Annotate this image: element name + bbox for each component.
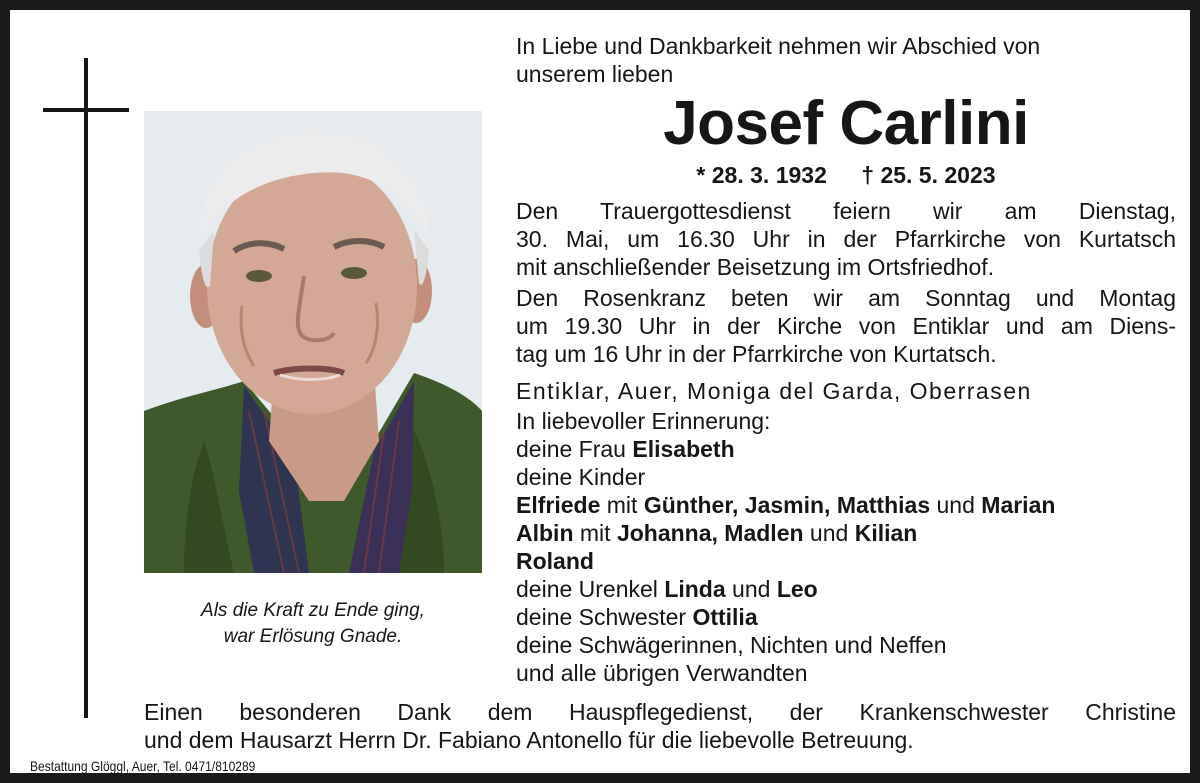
family-line <box>516 547 1176 575</box>
relative-name: Johanna, Madlen <box>616 520 804 546</box>
family-line: deine Schwägerinnen, Nichten und Neffen <box>516 632 947 658</box>
family-line <box>516 575 1176 603</box>
motto-line: Als die Kraft zu Ende ging, <box>201 600 425 621</box>
service-line: mit anschließender Beisetzung im Ortsfriedhof. <box>516 254 995 280</box>
funeral-service-text <box>516 197 1176 281</box>
thanks-line: Einen besonderen Dank dem Hauspflegedienst, der Krankenschwester Christine <box>144 699 1176 725</box>
relative-name: Elfriede <box>516 492 601 518</box>
relation: deine Schwester <box>516 604 693 630</box>
rosary-line: Den Rosenkranz beten wir am Sonntag und Montag <box>516 285 1176 311</box>
thanks-line: und dem Hausarzt Herrn Dr. Fabiano Antonello für die liebevolle Betreuung. <box>144 727 914 753</box>
relative-name: Marian <box>981 492 1056 518</box>
relative-name: Roland <box>516 548 594 574</box>
family-line <box>516 603 1176 631</box>
connector: und <box>803 520 855 546</box>
cross-icon <box>84 58 88 718</box>
family-list <box>516 407 1176 687</box>
rosary-text <box>516 284 1176 368</box>
motto <box>144 598 482 650</box>
intro-line: In Liebe und Dankbarkeit nehmen wir Abschied von <box>516 33 1041 59</box>
relative-name: Günther, Jasmin, Matthias <box>643 492 931 518</box>
connector: und <box>930 492 982 518</box>
connector: mit <box>573 520 617 546</box>
connector: mit <box>600 492 644 518</box>
relation: deine Urenkel <box>516 576 665 602</box>
relative-name: Leo <box>776 576 818 602</box>
motto-line: war Erlösung Gnade. <box>223 626 403 647</box>
family-line: deine Kinder <box>516 464 646 490</box>
deceased-name: Josef Carlini <box>663 89 1029 158</box>
places-line: Entiklar, Auer, Moniga del Garda, Oberrasen <box>516 378 1032 404</box>
cross-icon-bar <box>43 108 129 112</box>
family-line: In liebevoller Erinnerung: <box>516 408 771 434</box>
rosary-line: um 19.30 Uhr in der Kirche von Entiklar und am Diens- <box>516 313 1176 339</box>
intro-text <box>516 32 1176 88</box>
death-date: † 25. 5. 2023 <box>861 162 996 188</box>
family-line <box>516 491 1176 519</box>
family-line: und alle übrigen Verwandten <box>516 660 808 686</box>
service-line: Den Trauergottesdienst feiern wir am Dienstag, <box>516 198 1176 224</box>
relation: deine Frau <box>516 436 633 462</box>
portrait-photo <box>144 111 482 573</box>
family-line <box>516 519 1176 547</box>
connector: und <box>725 576 777 602</box>
life-dates <box>516 160 1176 190</box>
relative-name: Albin <box>516 520 574 546</box>
birth-date: * 28. 3. 1932 <box>696 162 827 188</box>
relative-name: Linda <box>664 576 726 602</box>
family-line <box>516 435 1176 463</box>
funeral-home-credit: Bestattung Glöggl, Auer, Tel. 0471/810289 <box>30 758 256 774</box>
acknowledgement-text <box>144 698 1176 754</box>
rosary-line: tag um 16 Uhr in der Pfarrkirche von Kurtatsch. <box>516 341 997 367</box>
relative-name: Ottilia <box>692 604 758 630</box>
service-line: 30. Mai, um 16.30 Uhr in der Pfarrkirche von Kurtatsch <box>516 226 1176 252</box>
relative-name: Kilian <box>854 520 918 546</box>
relative-name: Elisabeth <box>632 436 735 462</box>
intro-line: unserem lieben <box>516 61 674 87</box>
